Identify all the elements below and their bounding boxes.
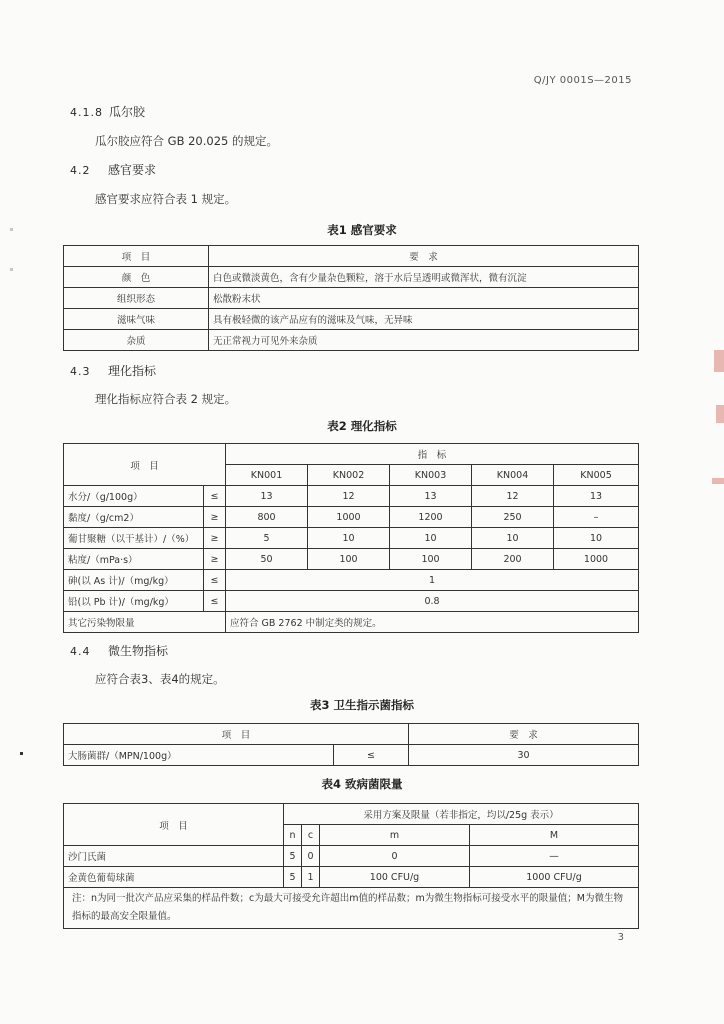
table-note-row	[64, 888, 639, 929]
table-cell: 0	[320, 846, 470, 867]
table4	[63, 803, 639, 929]
table-row	[64, 507, 639, 528]
table3-caption: 表3 卫生指示菌指标	[309, 698, 414, 712]
grade-header: KN003	[390, 465, 472, 486]
table-row	[64, 612, 639, 633]
table-header-cell: 指 标	[226, 444, 639, 465]
scan-speck	[10, 268, 13, 271]
table-cell: 金黄色葡萄球菌	[64, 867, 284, 888]
scan-speck	[20, 752, 23, 755]
table-row	[64, 486, 639, 507]
table-cell: 沙门氏菌	[64, 846, 284, 867]
table-row	[64, 288, 639, 309]
table-cell: 30	[409, 745, 639, 766]
table-note: 注：n为同一批次产品应采集的样品件数；c为最大可接受允许超出m值的样品数；m为微生物指标可接受水平的限量值；M为微生物指标的最高安全限量值。	[64, 888, 639, 929]
section-text-4-1-8: 瓜尔胶应符合 GB 20.025 的规定。	[95, 134, 279, 148]
table-cell: 12	[472, 486, 554, 507]
table-header-cell: 项 目	[64, 724, 409, 745]
section-text-4-4: 应符合表3、表4的规定。	[95, 672, 225, 686]
table-cell: 100	[308, 549, 390, 570]
table-cell: —	[470, 846, 639, 867]
table-cell: 粘度/（mPa·s）	[64, 549, 204, 570]
table-header-row	[64, 724, 639, 745]
table-cell: 葡甘聚糖（以干基计）/（%）	[64, 528, 204, 549]
table-cell: 松散粉末状	[209, 288, 639, 309]
table-cell: 0	[302, 846, 320, 867]
table-cell: 砷(以 As 计)/（mg/kg）	[64, 570, 204, 591]
table-cell: 无正常视力可见外来杂质	[209, 330, 639, 351]
table-cell: 1	[226, 570, 639, 591]
table1-caption: 表1 感官要求	[327, 223, 397, 237]
operator-cell: ≥	[204, 507, 226, 528]
section-heading-4-2: 4.2 感官要求	[70, 163, 157, 177]
grade-header: KN002	[308, 465, 390, 486]
table-row	[64, 570, 639, 591]
table-cell: 1	[302, 867, 320, 888]
table-row	[64, 330, 639, 351]
table-row	[64, 867, 639, 888]
table-header-cell: 采用方案及限量（若非指定，均以/25g 表示）	[284, 804, 639, 825]
table-cell: 12	[308, 486, 390, 507]
table-header-cell: c	[302, 825, 320, 846]
table-header-cell: 项 目	[64, 246, 209, 267]
table-cell: 1000	[554, 549, 639, 570]
table-cell: 13	[390, 486, 472, 507]
section-heading-4-4: 4.4 微生物指标	[70, 644, 169, 658]
table1	[63, 245, 639, 351]
table-cell: 250	[472, 507, 554, 528]
section-text-4-2: 感官要求应符合表 1 规定。	[95, 192, 237, 206]
section-heading-4-1-8: 4.1.8 瓜尔胶	[70, 105, 146, 119]
table-cell: 5	[284, 867, 302, 888]
table-cell: 铅(以 Pb 计)/（mg/kg）	[64, 591, 204, 612]
table-header-cell: M	[470, 825, 639, 846]
operator-cell: ≤	[204, 591, 226, 612]
table-cell: 200	[472, 549, 554, 570]
operator-cell: ≥	[204, 549, 226, 570]
document-number: Q/JY 0001S—2015	[533, 75, 632, 86]
table-header-cell: 项 目	[64, 804, 284, 846]
table-cell: 大肠菌群/（MPN/100g）	[64, 745, 334, 766]
table2	[63, 443, 639, 633]
table-cell: –	[554, 507, 639, 528]
table-cell: 10	[554, 528, 639, 549]
table-header-cell: 要 求	[209, 246, 639, 267]
table3	[63, 723, 639, 766]
scan-edge-mark	[714, 350, 724, 372]
operator-cell: ≤	[204, 486, 226, 507]
table-cell: 13	[226, 486, 308, 507]
table-cell: 水分/（g/100g）	[64, 486, 204, 507]
table-cell: 具有极轻微的该产品应有的滋味及气味，无异味	[209, 309, 639, 330]
section-text-4-3: 理化指标应符合表 2 规定。	[95, 392, 237, 406]
operator-cell: ≥	[204, 528, 226, 549]
table-header-cell: 要 求	[409, 724, 639, 745]
table-header-row	[64, 444, 639, 465]
table-cell: 应符合 GB 2762 中制定类的规定。	[226, 612, 639, 633]
table-row	[64, 591, 639, 612]
table-cell: 5	[284, 846, 302, 867]
table-cell: 1000 CFU/g	[470, 867, 639, 888]
table-cell: 800	[226, 507, 308, 528]
operator-cell: ≤	[204, 570, 226, 591]
table-header-row	[64, 246, 639, 267]
table-cell: 50	[226, 549, 308, 570]
table4-caption: 表4 致病菌限量	[321, 777, 403, 791]
page-number: 3	[617, 932, 624, 943]
table-cell: 13	[554, 486, 639, 507]
table-header-cell: m	[320, 825, 470, 846]
table-cell: 白色或微淡黄色，含有少量杂色颗粒，溶于水后呈透明或微浑状，微有沉淀	[209, 267, 639, 288]
table-cell: 0.8	[226, 591, 639, 612]
table-header-row	[64, 804, 639, 825]
table-cell: 黏度/（g/cm2）	[64, 507, 204, 528]
grade-header: KN005	[554, 465, 639, 486]
table-header-cell: 项 目	[64, 444, 226, 486]
section-heading-4-3: 4.3 理化指标	[70, 364, 157, 378]
table2-caption: 表2 理化指标	[327, 419, 397, 433]
table-cell: 杂质	[64, 330, 209, 351]
table-row	[64, 267, 639, 288]
table-cell: 100	[390, 549, 472, 570]
table-row	[64, 309, 639, 330]
table-row	[64, 846, 639, 867]
table-cell: 10	[390, 528, 472, 549]
table-cell: 颜 色	[64, 267, 209, 288]
table-row	[64, 549, 639, 570]
grade-header: KN004	[472, 465, 554, 486]
table-row	[64, 745, 639, 766]
table-cell: 1000	[308, 507, 390, 528]
table-cell: 5	[226, 528, 308, 549]
table-header-cell: n	[284, 825, 302, 846]
table-row	[64, 528, 639, 549]
operator-cell: ≤	[334, 745, 409, 766]
table-cell: 其它污染物限量	[64, 612, 226, 633]
table-cell: 100 CFU/g	[320, 867, 470, 888]
table-cell: 1200	[390, 507, 472, 528]
table-cell: 滋味气味	[64, 309, 209, 330]
table-cell: 10	[308, 528, 390, 549]
scan-edge-mark	[712, 478, 724, 484]
grade-header: KN001	[226, 465, 308, 486]
table-cell: 组织形态	[64, 288, 209, 309]
table-cell: 10	[472, 528, 554, 549]
